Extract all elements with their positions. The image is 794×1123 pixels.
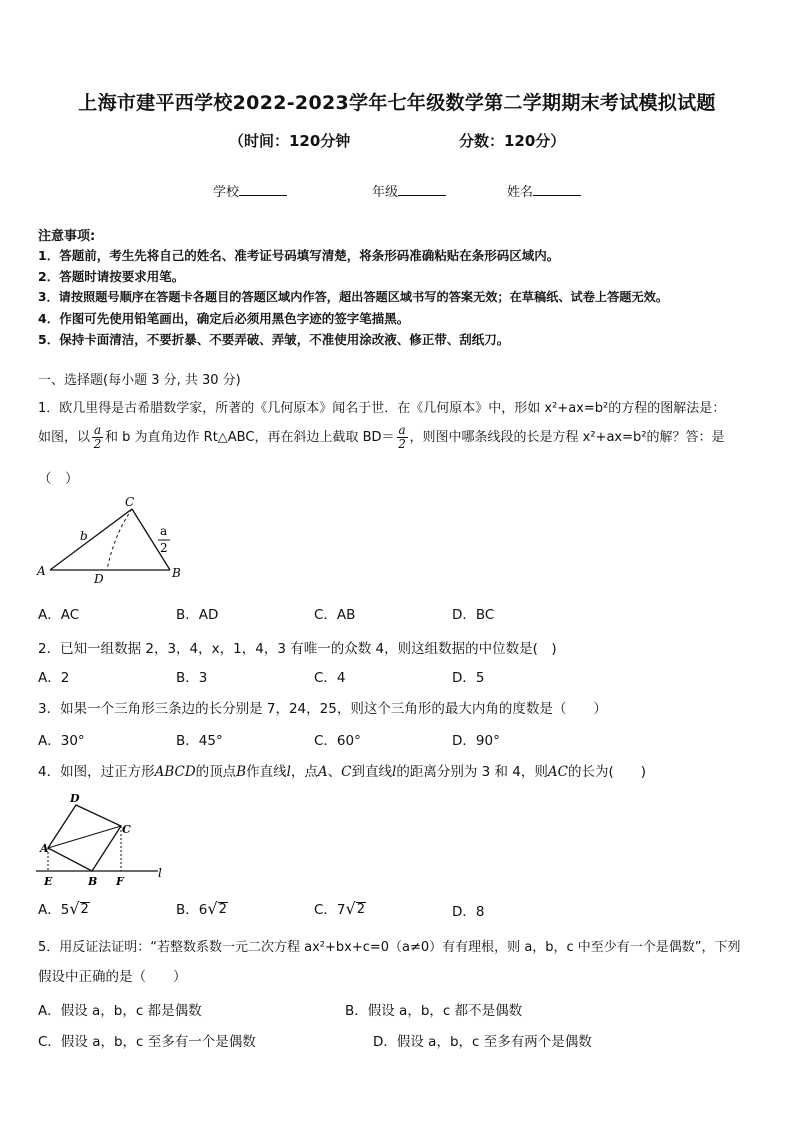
fraction-a-over-2: $\frac{a}{2}$ xyxy=(398,423,406,451)
section-heading: 一、选择题(每小题 3 分, 共 30 分) xyxy=(38,373,241,388)
q1-triangle-figure xyxy=(30,495,190,590)
q2-option-a[interactable]: A．2 xyxy=(38,670,70,686)
q5-line1: 5．用反证法证明：“若整数系数一元二次方程 ax²+bx+c=0（a≠0）有有理根，则 a，b，c 中至少有一个是偶数”，下列 xyxy=(38,940,741,955)
q3-text: 3．如果一个三角形三条边的长分别是 7，24，25，则这个三角形的最大内角的度数是（ ） xyxy=(38,701,607,717)
label-E: E xyxy=(44,875,53,888)
label-D: D xyxy=(70,792,80,805)
q5-option-d[interactable]: D．假设 a，b，c 至多有两个是偶数 xyxy=(373,1034,592,1050)
q2-text: 2．已知一组数据 2，3，4，x，1，4，3 有唯一的众数 4，则这组数据的中位数是( ) xyxy=(38,641,557,657)
q4-square-figure xyxy=(30,788,180,888)
label-a: a xyxy=(160,524,168,538)
q2-option-c[interactable]: C．4 xyxy=(314,670,346,686)
q3-option-b[interactable]: B．45° xyxy=(176,733,223,749)
q5-option-b[interactable]: B．假设 a，b，c 都不是偶数 xyxy=(345,1003,523,1019)
label-D: D xyxy=(94,572,104,586)
q5-option-a[interactable]: A．假设 a，b，c 都是偶数 xyxy=(38,1003,202,1019)
q1-option-a[interactable]: A．AC xyxy=(38,607,80,623)
q1-option-d[interactable]: D．BC xyxy=(452,607,495,623)
q2-option-d[interactable]: D．5 xyxy=(452,670,485,686)
note-item: 5．保持卡面清洁，不要折暴、不要弄破、弄皱，不准使用涂改液、修正带、刮纸刀。 xyxy=(38,332,510,347)
square-abcd xyxy=(48,805,121,871)
q4-option-d[interactable]: D．8 xyxy=(452,904,485,920)
q4-option-a[interactable]: A．5 √ 2 xyxy=(38,899,89,918)
note-item: 3．请按照题号顺序在答题卡各题目的答题区域内作答，超出答题区域书写的答案无效；在草稿纸、试卷上答题无效。 xyxy=(38,290,669,304)
label-B: B xyxy=(88,875,98,888)
diagonal-ac xyxy=(48,826,121,848)
q1-line1: 1．欧几里得是古希腊数学家，所著的《几何原本》闻名于世．在《几何原本》中，形如 x²+ax=b²的方程的图解法是： xyxy=(38,401,726,416)
side-ac xyxy=(50,509,132,570)
note-item: 1．答题前，考生先将自己的姓名、准考证号码填写清楚，将条形码准确粘贴在条形码区域内。 xyxy=(38,248,560,263)
q3-option-c[interactable]: C．60° xyxy=(314,733,361,749)
label-C: C xyxy=(122,823,131,836)
label-b: b xyxy=(80,529,88,543)
page-title: 上海市建平西学校2022-2023学年七年级数学第二学期期末考试模拟试题 xyxy=(78,92,716,114)
school-field[interactable]: 学校 xyxy=(213,181,287,200)
label-B: B xyxy=(172,566,181,580)
q1-line2: 如图，以 $\frac{a}{2}$ 和 b 为直角边作 Rt△ABC，再在斜边上截取 BD＝ $\frac{a}{2}$ ，则图中哪条线段的长是方程 x²+ax=b²的解？答：是 xyxy=(38,423,725,451)
q4-option-c[interactable]: C．7 √ 2 xyxy=(314,899,365,918)
q4-option-b[interactable]: B．6 √ 2 xyxy=(176,899,227,918)
q5-option-c[interactable]: C．假设 a，b，c 至多有一个是偶数 xyxy=(38,1034,256,1050)
grade-field[interactable]: 年级 xyxy=(372,181,446,200)
label-l: l xyxy=(158,866,162,880)
fraction-a-over-2: $\frac{a}{2}$ xyxy=(93,423,102,451)
exam-score: 分数：120分） xyxy=(459,132,566,150)
q1-answer-blank: （ ） xyxy=(38,471,79,487)
label-A: A xyxy=(40,842,49,855)
note-item: 2．答题时请按要求用笔。 xyxy=(38,269,185,284)
q5-line2: 假设中正确的是（ ） xyxy=(38,969,187,985)
q4-text: 4．如图，过正方形ABCD的顶点B作直线l，点A、C到直线l的距离分别为 3 和 4，则AC的长为( ) xyxy=(38,764,647,780)
notes-heading: 注意事项: xyxy=(38,229,96,244)
name-field[interactable]: 姓名 xyxy=(507,181,581,200)
q1-option-c[interactable]: C．AB xyxy=(314,607,356,623)
label-C: C xyxy=(125,495,135,509)
label-F: F xyxy=(116,875,124,888)
q3-option-d[interactable]: D．90° xyxy=(452,733,500,749)
label-A: A xyxy=(37,564,46,578)
note-item: 4．作图可先使用铅笔画出，确定后必须用黑色字迹的签字笔描黑。 xyxy=(38,311,410,326)
q2-option-b[interactable]: B．3 xyxy=(176,670,208,686)
exam-time: （时间：120分钟 xyxy=(229,132,351,150)
label-2: 2 xyxy=(160,541,168,555)
q1-option-b[interactable]: B．AD xyxy=(176,607,219,623)
q3-option-a[interactable]: A．30° xyxy=(38,733,85,749)
